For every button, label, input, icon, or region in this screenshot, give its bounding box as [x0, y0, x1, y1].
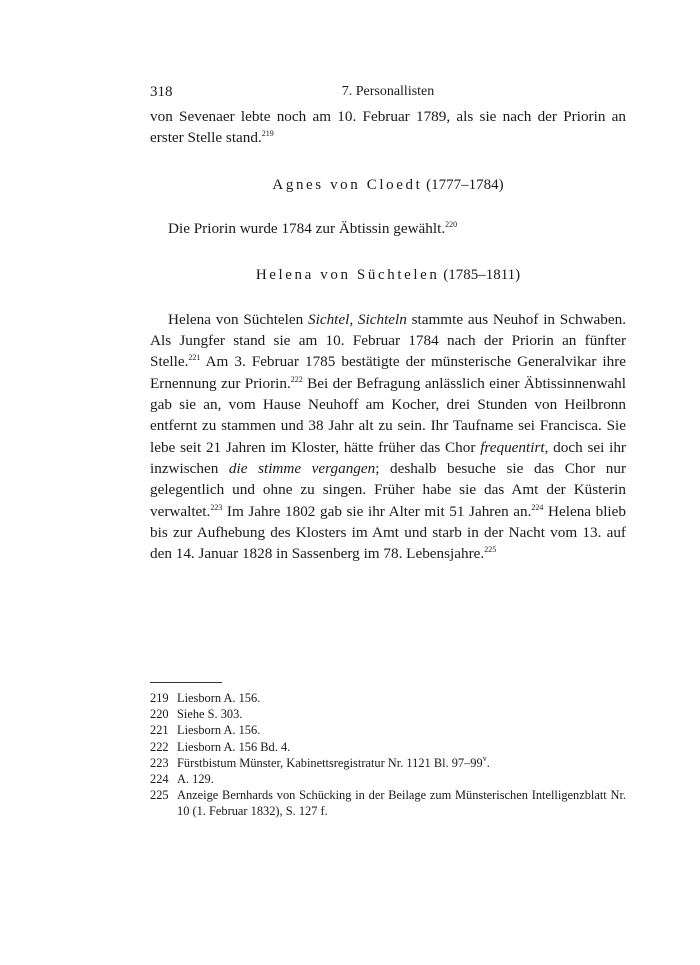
text-run: Helena von Süchtelen [168, 310, 309, 328]
text-run: ; deshalb besuche sie das Chor nur gelegentlich und ohne zu singen. Früher habe sie das Amt der Küsterin verwaltet. [150, 459, 627, 520]
footnote-ref: 223 [210, 502, 223, 512]
footnote-text-run: Fürstbistum Münster, Kabinettsregistratur Nr. 1121 Bl. 97–99 [177, 755, 483, 770]
footnote [150, 722, 626, 738]
footnote-text: Fürstbistum Münster, Kabinettsregistratur Nr. 1121 Bl. 97–99$^v$. [177, 753, 490, 770]
footnote-text: Anzeige Bernhards von Schücking in der Beilage zum Münsterischen Intelligenzblatt Nr. 10 (1. Februar 1832), S. 127 f. [177, 788, 626, 819]
footnote-ref: 221 [188, 353, 201, 363]
footnote [150, 690, 626, 706]
agnes-paragraph [150, 218, 626, 239]
page-number: 318 [150, 84, 173, 100]
footnote-number: 224 [150, 772, 169, 787]
footnote-text: Liesborn A. 156 Bd. 4. [177, 739, 291, 754]
footnote-number: 225 [150, 788, 169, 803]
helena-paragraph [150, 309, 626, 565]
running-head [150, 84, 626, 106]
footnote-ref: 224 [531, 502, 544, 512]
footnote-text: Liesborn A. 156. [177, 723, 261, 738]
footnote-number: 220 [150, 707, 169, 722]
heading-years: (1777–1784) [426, 176, 504, 193]
footnote-number: 221 [150, 723, 169, 738]
footnote-ref: 220 [445, 219, 458, 229]
footnote-rule [150, 682, 222, 683]
footnote [150, 787, 626, 819]
footnote-ref: 225 [484, 545, 497, 555]
page-body [150, 84, 626, 564]
footnote-text: Siehe S. 303. [177, 707, 243, 722]
footnote-number: 222 [150, 739, 169, 754]
footnote-text: A. 129. [177, 772, 214, 787]
intro-paragraph [150, 106, 626, 149]
folio-verso-mark: v [482, 753, 487, 763]
text-run: Bei der Befragung anlässlich einer Äbtissinnenwahl gab sie an, vom Hause Neuhoff am Kocher, drei Stunden von Heilbronn entfernt zu stammen und 38 Jahr alt zu sein. Ihr Taufname sei Francisca. Sie lebe seit 21 Jahren im Kloster, hätte früher das Chor [150, 374, 626, 456]
text-run: Helena blieb bis zur Aufhebung des Klosters im Amt und starb in der Nacht vom 13. auf den 14. Januar 1828 in Sassenberg im 78. Lebensjahre. [150, 502, 626, 563]
footnote-ref: 219 [261, 129, 274, 139]
text-run: , doch sei ihr inzwischen [150, 438, 626, 477]
footnote [150, 739, 626, 755]
text-run: Im Jahre 1802 gab sie ihr Alter mit 51 Jahren an. [222, 502, 532, 520]
footnote [150, 771, 626, 787]
heading-years: (1785–1811) [443, 266, 521, 283]
agnes-text: Die Priorin wurde 1784 zur Äbtissin gewählt. [168, 219, 446, 237]
footnote-number: 223 [150, 755, 169, 770]
footnote-text: Liesborn A. 156. [177, 691, 261, 705]
chapter-title: 7. Personallisten [341, 84, 435, 99]
footnote [150, 706, 626, 722]
intro-text: von Sevenaer lebte noch am 10. Februar 1789, als sie nach der Priorin an erster Stelle stand. [150, 108, 626, 147]
heading-name: Helena von Süchtelen [255, 266, 440, 283]
italic-run: frequentirt [480, 438, 545, 456]
text-run: Am 3. Februar 1785 bestätigte der münsterische Generalvikar ihre Ernennung zur Priorin. [150, 353, 626, 392]
section-heading-agnes [150, 177, 626, 194]
footnote-number: 219 [150, 691, 169, 705]
footnotes [150, 690, 626, 820]
italic-run: Sichtel, Sichteln [308, 310, 407, 328]
footnote-ref: 222 [290, 374, 303, 384]
section-heading-helena [150, 267, 626, 284]
italic-run: die stimme vergangen [228, 459, 376, 477]
heading-name: Agnes von Cloedt [272, 176, 423, 193]
text-run: stammte aus Neuhof in Schwaben. Als Jungfer stand sie am 10. Februar 1784 nach der Priorin an fünfter Stelle. [150, 310, 627, 371]
footnote [150, 755, 626, 771]
